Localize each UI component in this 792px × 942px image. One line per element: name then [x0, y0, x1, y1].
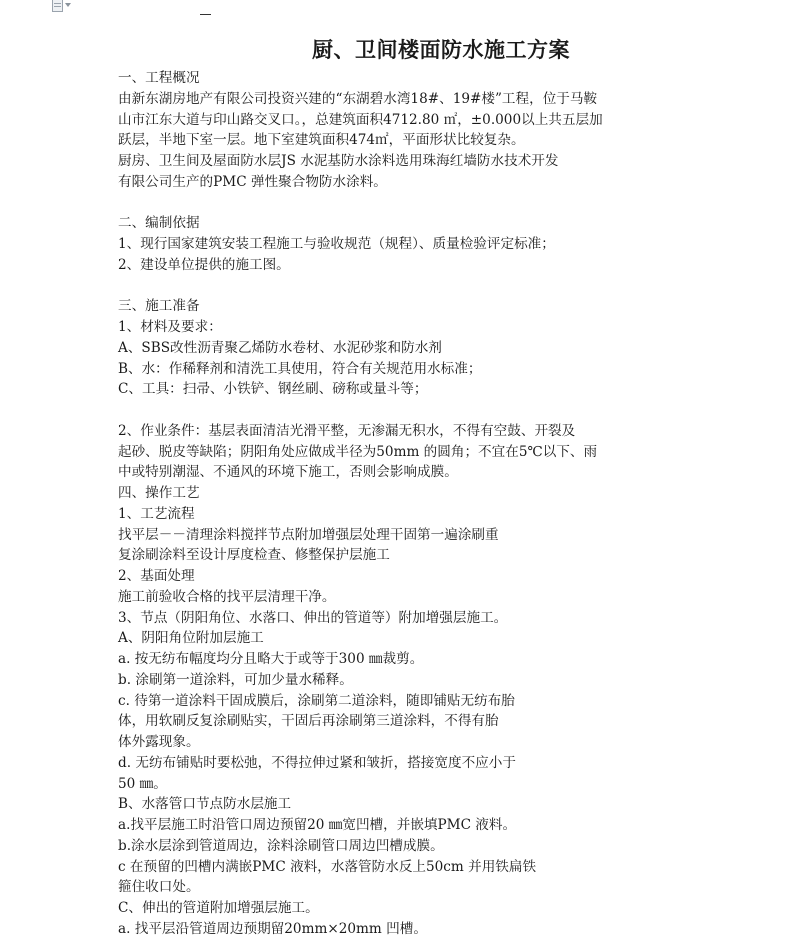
- text-line: a. 找平层沿管道周边预期留20mm×20mm 凹槽。: [118, 920, 427, 937]
- text-line: 二、编制依据: [118, 215, 200, 232]
- text-line: 1、现行国家建筑安装工程施工与验收规范（规程）、质量检验评定标准；: [118, 236, 555, 252]
- text-line: 一、工程概况: [118, 70, 200, 86]
- text-line: 3、节点（阴阳角位、水落口、伸出的管道等）附加增强层施工。: [118, 609, 508, 626]
- text-line: 中或特别潮湿、不通风的环境下施工，否则会影响成膜。: [118, 464, 458, 481]
- text-line: B、水：作稀释剂和清洗工具使用，符合有关规范用水标准；: [118, 360, 482, 377]
- text-line: c 在预留的凹槽内满嵌PMC 液料，水落管防水反上50cm 并用铁扁铁: [118, 858, 537, 875]
- text-line: 1、工艺流程: [118, 505, 195, 522]
- text-line: c. 待第一道涂料干固成膜后，涂刷第二道涂料，随即铺贴无纺布胎: [118, 692, 515, 709]
- blank-line: [118, 193, 728, 214]
- text-line: 三、施工准备: [118, 298, 200, 315]
- text-line: 由新东湖房地产有限公司投资兴建的“东湖碧水湾18#、19#楼”工程，位于马鞍: [118, 90, 598, 107]
- page-title: 厨、卫间楼面防水施工方案: [312, 37, 570, 62]
- text-line: b. 涂刷第一道涂料，可加少量水稀释。: [118, 671, 353, 688]
- text-line: 复涂刷涂料至设计厚度检查、修整保护层施工: [118, 547, 390, 564]
- text-line: A、SBS改性沥青聚乙烯防水卷材、水泥砂浆和防水剂: [118, 339, 442, 356]
- text-line: 50 ㎜。: [118, 775, 167, 792]
- document-icon[interactable]: [52, 0, 78, 12]
- chevron-down-icon: [65, 3, 71, 7]
- text-line: d. 无纺布铺贴时要松弛，不得拉伸过紧和皱折，搭接宽度不应小于: [118, 754, 516, 771]
- text-line: B、水落管口节点防水层施工: [118, 796, 292, 813]
- text-cursor-mark: [200, 14, 211, 15]
- text-line: 2、基面处理: [118, 568, 195, 584]
- text-line: a. 按无纺布幅度均分且略大于或等于300 ㎜裁剪。: [118, 651, 424, 667]
- document-body: [118, 68, 728, 940]
- text-line: 2、建设单位提供的施工图。: [118, 256, 290, 273]
- text-line: 起砂、脱皮等缺陷；阴阳角处应做成半径为50mm 的圆角；不宜在5℃以下、雨: [118, 443, 598, 460]
- text-line: C、伸出的管道附加增强层施工。: [118, 900, 319, 916]
- text-line: 有限公司生产的PMC 弹性聚合物防水涂料。: [118, 173, 387, 190]
- text-line: a.找平层施工时沿管口周边预留20 ㎜宽凹槽，并嵌填PMC 液料。: [118, 817, 517, 833]
- text-line: 体外露现象。: [118, 734, 200, 750]
- text-line: 四、操作工艺: [118, 485, 200, 501]
- text-line: A、阴阳角位附加层施工: [118, 630, 264, 647]
- text-line: 施工前验收合格的找平层清理干净。: [118, 588, 336, 605]
- blank-line: [118, 400, 728, 421]
- text-line: 跃层，半地下室一层。地下室建筑面积474㎡，平面形状比较复杂。: [118, 132, 525, 149]
- text-line: 厨房、卫生间及屋面防水层JS 水泥基防水涂料选用珠海红墙防水技术开发: [118, 153, 559, 169]
- text-line: 体，用软刷反复涂刷贴实，干固后再涂刷第三道涂料，不得有胎: [118, 713, 499, 730]
- text-line: 找平层－－清理涂料搅拌节点附加增强层处理干固第一遍涂刷重: [118, 526, 499, 543]
- text-line: C、工具：扫帚、小铁铲、钢丝刷、磅称或量斗等；: [118, 381, 428, 398]
- document-page-icon: [52, 0, 63, 12]
- text-line: 2、作业条件：基层表面清洁光滑平整，无渗漏无积水，不得有空鼓、开裂及: [118, 422, 576, 439]
- text-line: 山市江东大道与印山路交叉口。，总建筑面积4712.80 ㎡，±0.000以上共五层加: [118, 111, 603, 128]
- text-line: b.涂水层涂到管道周边，涂料涂刷管口周边凹槽成膜。: [118, 837, 444, 854]
- blank-line: [118, 276, 728, 297]
- text-line: 1、材料及要求：: [118, 319, 222, 335]
- text-line: 箍住收口处。: [118, 879, 200, 896]
